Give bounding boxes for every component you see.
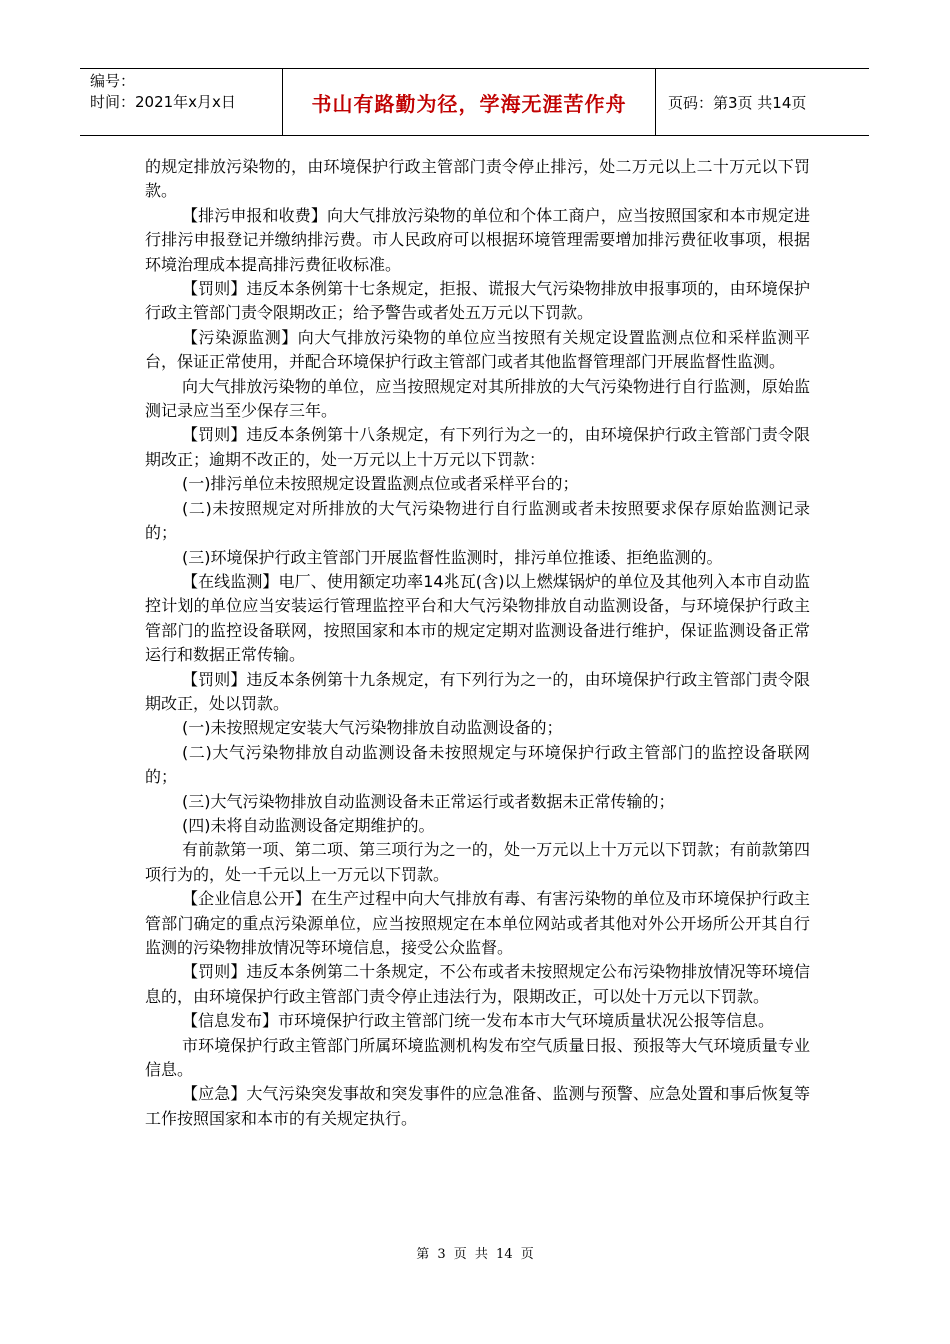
paragraph: (一)排污单位未按照规定设置监测点位或者采样平台的；	[182, 474, 579, 494]
paragraph: 【企业信息公开】在生产过程中向大气排放有毒、有害污染物的单位及市环境保护行政主管部门确定的重点污染源单位，应当按照规定在本单位网站或者其他对外公开场所公开其自行监测的污染物排放情况等环境信息，接受公众监督。	[145, 889, 810, 957]
paragraph: 【排污申报和收费】向大气排放污染物的单位和个体工商户，应当按照国家和本市规定进行排污申报登记并缴纳排污费。市人民政府可以根据环境管理需要增加排污费征收事项，根据环境治理成本提高排污费征收标准。	[145, 205, 810, 274]
paragraph: (四)未将自动监测设备定期维护的。	[182, 815, 435, 835]
time-label: 时间：2021年x月x日	[90, 93, 236, 111]
paragraph: 【罚则】违反本条例第十七条规定，拒报、谎报大气污染物排放申报事项的，由环境保护行政主管部门责令限期改正；给予警告或者处五万元以下罚款。	[145, 279, 810, 323]
paragraph: 【污染源监测】向大气排放污染物的单位应当按照有关规定设置监测点位和采样监测平台，保证正常使用，并配合环境保护行政主管部门或者其他监督管理部门开展监督性监测。	[145, 327, 810, 372]
paragraph: (三)大气污染物排放自动监测设备未正常运行或者数据未正常传输的；	[182, 791, 675, 811]
paragraph: 的规定排放污染物的，由环境保护行政主管部门责令停止排污，处二万元以上二十万元以下罚款。	[145, 157, 810, 201]
page-footer: 第 3 页 共 14 页	[416, 1247, 534, 1262]
paragraph: 【罚则】违反本条例第二十条规定，不公布或者未按照规定公布污染物排放情况等环境信息的，由环境保护行政主管部门责令停止违法行为，限期改正，可以处十万元以下罚款。	[145, 962, 810, 1006]
document-body	[145, 155, 810, 1131]
paragraph: 向大气排放污染物的单位，应当按照规定对其所排放的大气污染物进行自行监测，原始监测记录应当至少保存三年。	[145, 376, 810, 421]
header-meta	[80, 69, 283, 135]
page-header	[80, 68, 869, 136]
paragraph: (二)未按照规定对所排放的大气污染物进行自行监测或者未按照要求保存原始监测记录的；	[145, 498, 810, 543]
paragraph: 【应急】大气污染突发事故和突发事件的应急准备、监测与预警、应急处置和事后恢复等工作按照国家和本市的有关规定执行。	[145, 1084, 810, 1128]
number-label: 编号：	[90, 72, 136, 90]
paragraph: (二)大气污染物排放自动监测设备未按照规定与环境保护行政主管部门的监控设备联网的；	[145, 742, 810, 787]
paragraph: 【罚则】违反本条例第十八条规定，有下列行为之一的，由环境保护行政主管部门责令限期改正；逾期不改正的，处一万元以上十万元以下罚款：	[145, 425, 810, 469]
header-slogan: 书山有路勤为径，学海无涯苦作舟	[283, 69, 656, 135]
paragraph: (一)未按照规定安装大气污染物排放自动监测设备的；	[182, 718, 563, 738]
paragraph: 有前款第一项、第二项、第三项行为之一的，处一万元以上十万元以下罚款；有前款第四项行为的，处一千元以上一万元以下罚款。	[145, 840, 810, 884]
paragraph: (三)环境保护行政主管部门开展监督性监测时，排污单位推诿、拒绝监测的。	[182, 547, 723, 567]
paragraph: 市环境保护行政主管部门所属环境监测机构发布空气质量日报、预报等大气环境质量专业信息。	[145, 1035, 810, 1080]
paragraph: 【在线监测】电厂、使用额定功率14兆瓦(含)以上燃煤锅炉的单位及其他列入本市自动监控计划的单位应当安装运行管理监控平台和大气污染物排放自动监测设备，与环境保护行政主管部门的监控设备联网，按照国家和本市的规定定期对监测设备进行维护，保证监测设备正常运行和数据正常传输。	[145, 571, 810, 665]
paragraph: 【信息发布】市环境保护行政主管部门统一发布本市大气环境质量状况公报等信息。	[182, 1011, 775, 1031]
header-page-info: 页码：第3页 共14页	[668, 93, 807, 112]
paragraph: 【罚则】违反本条例第十九条规定，有下列行为之一的，由环境保护行政主管部门责令限期改正，处以罚款。	[145, 669, 810, 713]
